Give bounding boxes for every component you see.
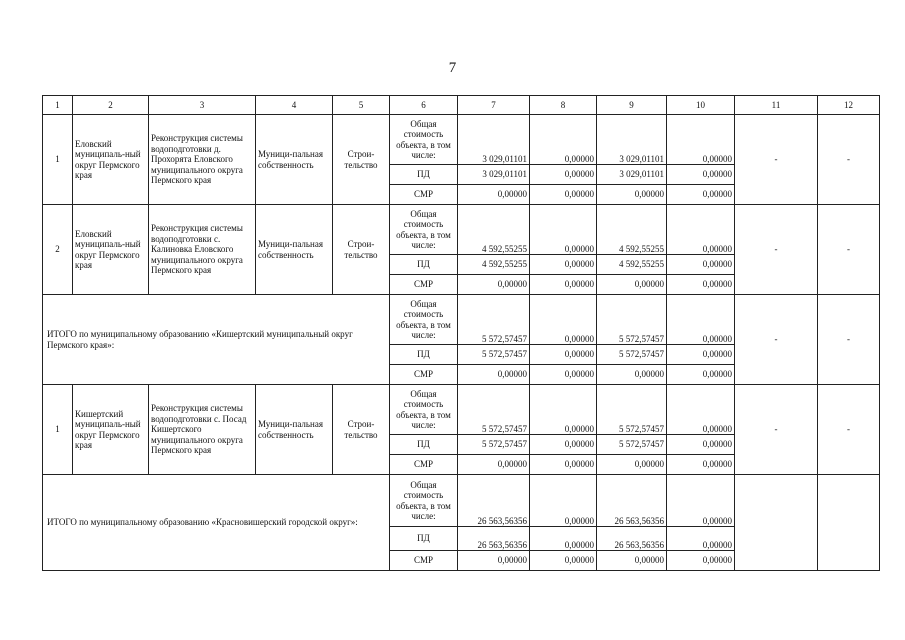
- municipality-cell: Кишертский муниципаль-ный округ Пермского края: [73, 385, 149, 475]
- table-row: [43, 115, 880, 165]
- col12-cell: [818, 475, 880, 571]
- work-type-cell: Строи-тельство: [333, 205, 390, 295]
- smr-label: СМР: [390, 365, 458, 385]
- col-header: 2: [73, 96, 149, 115]
- total-label-cell: ИТОГО по муниципальному образованию «Красновишерский городской округ»:: [43, 475, 390, 571]
- col12-cell: -: [818, 205, 880, 295]
- value-cell: 0,00000: [530, 165, 597, 185]
- smr-label: СМР: [390, 275, 458, 295]
- value-cell: 0,00000: [530, 205, 597, 255]
- value-cell: 0,00000: [530, 475, 597, 527]
- smr-label: СМР: [390, 185, 458, 205]
- value-cell: 0,00000: [530, 185, 597, 205]
- col11-cell: -: [735, 385, 818, 475]
- object-cell: Реконструкция системы водоподготовки с. Посад Кишертского муниципального округа Пермского края: [149, 385, 256, 475]
- col-header: 11: [735, 96, 818, 115]
- value-cell: 0,00000: [667, 115, 735, 165]
- value-cell: 0,00000: [667, 455, 735, 475]
- col12-cell: -: [818, 385, 880, 475]
- col11-cell: -: [735, 115, 818, 205]
- value-cell: 0,00000: [667, 165, 735, 185]
- pd-label: ПД: [390, 435, 458, 455]
- value-cell: 5 572,57457: [597, 385, 667, 435]
- value-cell: 0,00000: [458, 365, 530, 385]
- ownership-cell: Муници-пальная собственность: [256, 205, 333, 295]
- value-cell: 26 563,56356: [597, 527, 667, 551]
- value-cell: 0,00000: [530, 365, 597, 385]
- value-cell: 0,00000: [530, 345, 597, 365]
- value-cell: 0,00000: [667, 185, 735, 205]
- total-label: Общая стоимость объекта, в том числе:: [390, 385, 458, 435]
- value-cell: 0,00000: [530, 527, 597, 551]
- total-label: Общая стоимость объекта, в том числе:: [390, 475, 458, 527]
- value-cell: 0,00000: [667, 435, 735, 455]
- value-cell: 0,00000: [530, 385, 597, 435]
- value-cell: 0,00000: [530, 275, 597, 295]
- value-cell: 5 572,57457: [458, 345, 530, 365]
- col-header: 6: [390, 96, 458, 115]
- value-cell: 0,00000: [530, 295, 597, 345]
- col-header: 5: [333, 96, 390, 115]
- table-row: [43, 385, 880, 435]
- value-cell: 0,00000: [530, 435, 597, 455]
- col12-cell: -: [818, 115, 880, 205]
- budget-table: [42, 95, 880, 571]
- col-header: 12: [818, 96, 880, 115]
- value-cell: 5 572,57457: [597, 435, 667, 455]
- municipality-cell: Еловский муниципаль-ный округ Пермского края: [73, 115, 149, 205]
- value-cell: 3 029,01101: [597, 165, 667, 185]
- value-cell: 0,00000: [458, 185, 530, 205]
- value-cell: 5 572,57457: [458, 295, 530, 345]
- value-cell: 0,00000: [597, 275, 667, 295]
- value-cell: 0,00000: [667, 345, 735, 365]
- value-cell: 4 592,55255: [597, 205, 667, 255]
- value-cell: 5 572,57457: [458, 435, 530, 455]
- page-number: 7: [448, 60, 457, 76]
- col-header: 4: [256, 96, 333, 115]
- value-cell: 3 029,01101: [458, 115, 530, 165]
- object-cell: Реконструкция системы водоподготовки д. Прохорята Еловского муниципального округа Пермского края: [149, 115, 256, 205]
- value-cell: 4 592,55255: [597, 255, 667, 275]
- object-cell: Реконструкция системы водоподготовки с. Калиновка Еловского муниципального округа Пермского края: [149, 205, 256, 295]
- row-number: 1: [43, 385, 73, 475]
- ownership-cell: Муници-пальная собственность: [256, 115, 333, 205]
- work-type-cell: Строи-тельство: [333, 115, 390, 205]
- header-row: [43, 96, 880, 115]
- col-header: 10: [667, 96, 735, 115]
- value-cell: 0,00000: [530, 551, 597, 571]
- value-cell: 5 572,57457: [597, 295, 667, 345]
- col-header: 9: [597, 96, 667, 115]
- municipality-cell: Еловский муниципаль-ный округ Пермского края: [73, 205, 149, 295]
- value-cell: 3 029,01101: [458, 165, 530, 185]
- value-cell: 0,00000: [667, 385, 735, 435]
- value-cell: 0,00000: [667, 551, 735, 571]
- ownership-cell: Муници-пальная собственность: [256, 385, 333, 475]
- total-label: Общая стоимость объекта, в том числе:: [390, 295, 458, 345]
- smr-label: СМР: [390, 551, 458, 571]
- pd-label: ПД: [390, 527, 458, 551]
- value-cell: 5 572,57457: [597, 345, 667, 365]
- value-cell: 26 563,56356: [458, 527, 530, 551]
- col11-cell: -: [735, 295, 818, 385]
- smr-label: СМР: [390, 455, 458, 475]
- value-cell: 0,00000: [667, 275, 735, 295]
- row-number: 1: [43, 115, 73, 205]
- col-header: 3: [149, 96, 256, 115]
- value-cell: 3 029,01101: [597, 115, 667, 165]
- col11-cell: -: [735, 205, 818, 295]
- col-header: 7: [458, 96, 530, 115]
- col-header: 8: [530, 96, 597, 115]
- value-cell: 0,00000: [667, 527, 735, 551]
- value-cell: 0,00000: [530, 255, 597, 275]
- col-header: 1: [43, 96, 73, 115]
- value-cell: 0,00000: [667, 475, 735, 527]
- value-cell: 0,00000: [530, 115, 597, 165]
- work-type-cell: Строи-тельство: [333, 385, 390, 475]
- value-cell: 0,00000: [458, 275, 530, 295]
- total-row: [43, 295, 880, 345]
- value-cell: 0,00000: [667, 255, 735, 275]
- value-cell: 4 592,55255: [458, 205, 530, 255]
- value-cell: 0,00000: [458, 455, 530, 475]
- value-cell: 0,00000: [667, 365, 735, 385]
- value-cell: 0,00000: [597, 365, 667, 385]
- value-cell: 0,00000: [458, 551, 530, 571]
- value-cell: 5 572,57457: [458, 385, 530, 435]
- col12-cell: -: [818, 295, 880, 385]
- value-cell: 0,00000: [597, 551, 667, 571]
- pd-label: ПД: [390, 165, 458, 185]
- pd-label: ПД: [390, 345, 458, 365]
- value-cell: 0,00000: [597, 455, 667, 475]
- total-row: [43, 475, 880, 527]
- value-cell: 26 563,56356: [458, 475, 530, 527]
- table-row: [43, 205, 880, 255]
- value-cell: 0,00000: [530, 455, 597, 475]
- value-cell: 26 563,56356: [597, 475, 667, 527]
- col11-cell: [735, 475, 818, 571]
- row-number: 2: [43, 205, 73, 295]
- total-label-cell: ИТОГО по муниципальному образованию «Кишертский муниципальный округ Пермского края»:: [43, 295, 390, 385]
- value-cell: 0,00000: [667, 205, 735, 255]
- total-label: Общая стоимость объекта, в том числе:: [390, 115, 458, 165]
- value-cell: 0,00000: [667, 295, 735, 345]
- value-cell: 4 592,55255: [458, 255, 530, 275]
- value-cell: 0,00000: [597, 185, 667, 205]
- total-label: Общая стоимость объекта, в том числе:: [390, 205, 458, 255]
- pd-label: ПД: [390, 255, 458, 275]
